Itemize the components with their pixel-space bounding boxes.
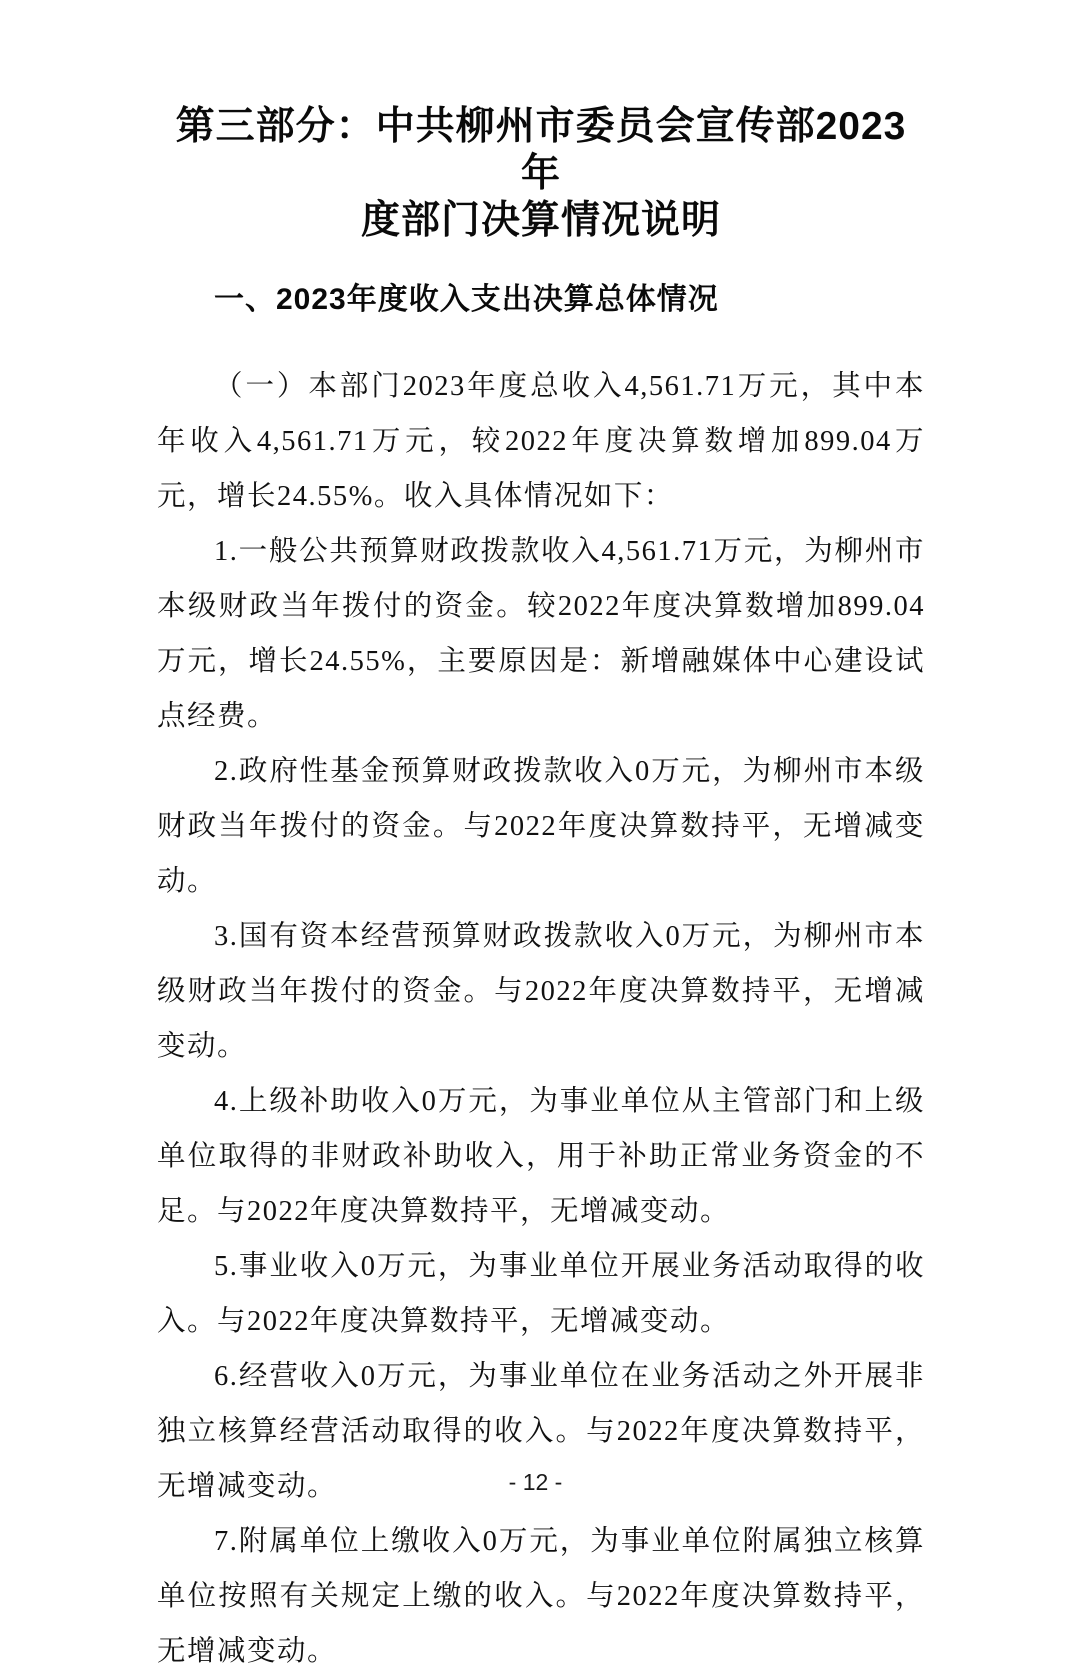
paragraph-overview: （一）本部门2023年度总收入4,561.71万元，其中本年收入4,561.71万元，较2022年度决算数增加899.04万元，增长24.55%。收入具体情况如下： bbox=[157, 371, 925, 512]
paragraph-item-1: 1.一般公共预算财政拨款收入4,561.71万元，为柳州市本级财政当年拨付的资金。较2022年度决算数增加899.04万元，增长24.55%，主要原因是：新增融媒体中心建设试点经费。 bbox=[157, 536, 925, 732]
paragraph-item-6: 6.经营收入0万元，为事业单位在业务活动之外开展非独立核算经营活动取得的收入。与2022年度决算数持平，无增减变动。 bbox=[157, 1361, 925, 1502]
paragraph-item-7: 7.附属单位上缴收入0万元，为事业单位附属独立核算单位按照有关规定上缴的收入。与2022年度决算数持平，无增减变动。 bbox=[157, 1526, 925, 1667]
document-title-line-1: 第三部分：中共柳州市委员会宣传部2023年 bbox=[175, 105, 907, 195]
paragraph-item-5: 5.事业收入0万元，为事业单位开展业务活动取得的收入。与2022年度决算数持平，无增减变动。 bbox=[157, 1251, 925, 1337]
document-title-line-2: 度部门决算情况说明 bbox=[360, 199, 721, 242]
section-heading: 一、2023年度收入支出决算总体情况 bbox=[214, 283, 719, 316]
document-title bbox=[157, 103, 925, 244]
page-number: - 12 - bbox=[508, 1469, 563, 1495]
paragraph-item-3: 3.国有资本经营预算财政拨款收入0万元，为柳州市本级财政当年拨付的资金。与2022年度决算数持平，无增减变动。 bbox=[157, 921, 925, 1062]
paragraph-item-2: 2.政府性基金预算财政拨款收入0万元，为柳州市本级财政当年拨付的资金。与2022年度决算数持平，无增减变动。 bbox=[157, 756, 925, 897]
paragraph-item-4: 4.上级补助收入0万元，为事业单位从主管部门和上级单位取得的非财政补助收入，用于补助正常业务资金的不足。与2022年度决算数持平，无增减变动。 bbox=[157, 1086, 925, 1227]
